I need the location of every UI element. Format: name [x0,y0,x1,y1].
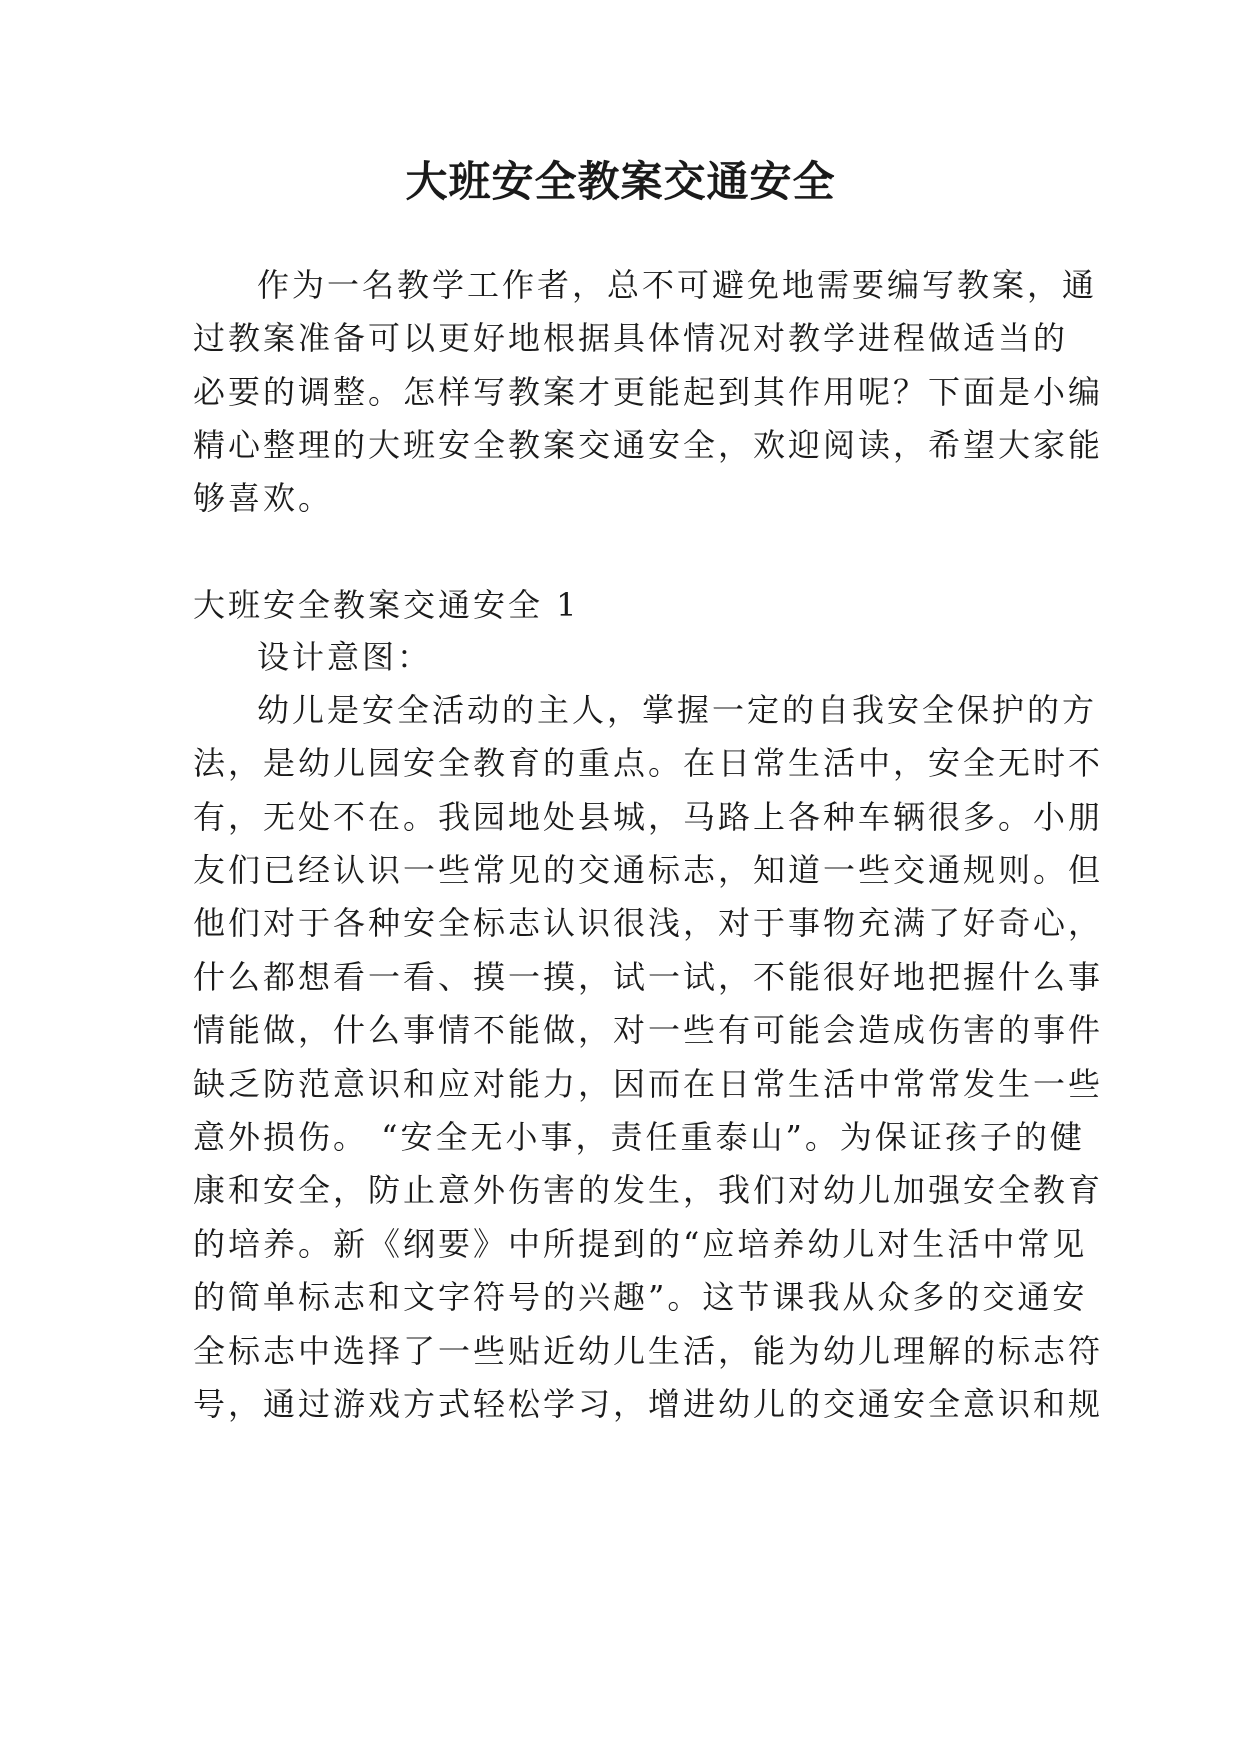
body-line: 法，是幼儿园安全教育的重点。在日常生活中，安全无时不 [193,744,1104,782]
body-line: 什么都想看一看、摸一摸，试一试，不能很好地把握什么事 [193,958,1104,996]
body-line: 的简单标志和文字符号的兴趣”。这节课我从众多的交通安 [193,1278,1088,1316]
body-line: 号，通过游戏方式轻松学习，增进幼儿的交通安全意识和规 [193,1385,1104,1423]
body-line: 友们已经认识一些常见的交通标志，知道一些交通规则。但 [193,851,1104,889]
design-intent-label: 设计意图： [257,638,433,676]
body-line: 情能做，什么事情不能做，对一些有可能会造成伤害的事件 [193,1011,1104,1049]
body-line: 康和安全，防止意外伤害的发生，我们对幼儿加强安全教育 [193,1171,1104,1209]
section-heading: 大班安全教案交通安全 1 [193,586,580,624]
intro-line: 过教案准备可以更好地根据具体情况对教学进程做适当的 [193,319,1069,357]
document-title: 大班安全教案交通安全 [405,157,836,206]
body-line: 他们对于各种安全标志认识很浅，对于事物充满了好奇心， [193,904,1104,942]
body-line: 的培养。新《纲要》中所提到的“应培养幼儿对生活中常见 [193,1225,1088,1263]
body-line: 全标志中选择了一些贴近幼儿生活，能为幼儿理解的标志符 [193,1332,1104,1370]
body-line: 缺乏防范意识和应对能力，因而在日常生活中常常发生一些 [193,1065,1104,1103]
body-line: 意外损伤。 “安全无小事，责任重泰山”。为保证孩子的健 [193,1118,1085,1156]
body-line: 有，无处不在。我园地处县城，马路上各种车辆很多。小朋 [193,798,1104,836]
intro-line: 作为一名教学工作者，总不可避免地需要编写教案，通 [257,266,1098,304]
intro-line: 精心整理的大班安全教案交通安全，欢迎阅读，希望大家能 [193,426,1104,464]
intro-line: 够喜欢。 [193,479,334,517]
intro-line: 必要的调整。怎样写教案才更能起到其作用呢？下面是小编 [193,373,1104,411]
body-line: 幼儿是安全活动的主人，掌握一定的自我安全保护的方 [257,691,1098,729]
